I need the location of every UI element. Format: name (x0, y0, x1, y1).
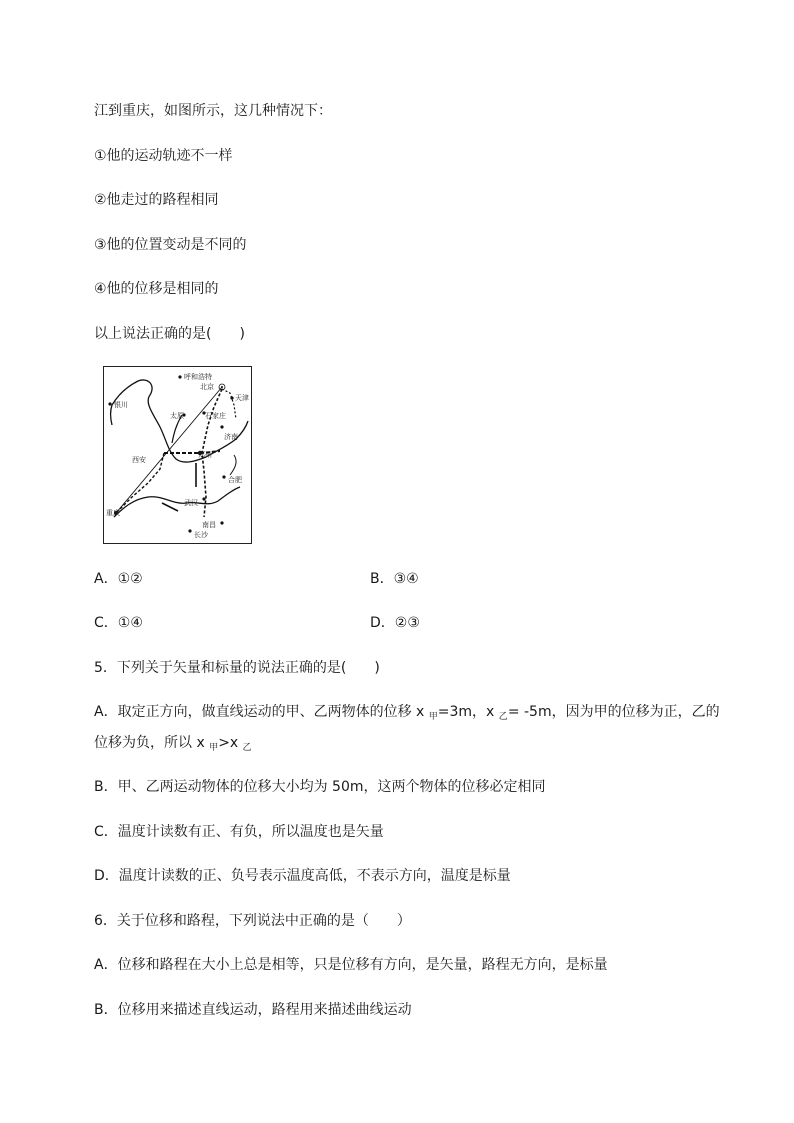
city-label-tianjin: 天津 (235, 394, 249, 402)
displacement-line (116, 387, 222, 513)
intro-line: 江到重庆，如图所示，这几种情况下： (94, 103, 332, 119)
yangtze-river (114, 487, 240, 517)
q5-a-subscript-jia: 甲 (428, 712, 438, 722)
city-label-wuhan: 武汉 (184, 499, 198, 507)
city-dot-yinchuan (108, 402, 111, 405)
q5-option-a-line2 (94, 733, 252, 758)
question-5-stem: 5．下列关于矢量和标量的说法正确的是( ) (94, 660, 380, 676)
yellow-river-upper (111, 405, 113, 425)
q5-a-text-1: A．取定正方向，做直线运动的甲、乙两物体的位移 x (94, 704, 429, 720)
statement-1: ①他的运动轨迹不一样 (94, 148, 233, 164)
city-dot-beijing-center (221, 386, 223, 388)
statement-2: ②他走过的路程相同 (94, 192, 219, 208)
route-map (103, 366, 252, 544)
city-label-changsha: 长沙 (194, 531, 208, 539)
city-label-xian: 西安 (132, 456, 146, 464)
city-dot-nanchang (220, 521, 223, 524)
q5-a2-text-2: >x (218, 735, 243, 751)
q5-option-a-line1 (94, 702, 720, 727)
city-label-shijiazhuang: 石家庄 (205, 412, 226, 420)
statement-4: ④他的位移是相同的 (94, 281, 219, 297)
q5-a-text-2: =3m，x (437, 704, 499, 720)
city-dot-tianjin (230, 396, 233, 399)
city-label-beijing: 北京 (200, 383, 214, 391)
city-dot-hohhot (178, 375, 181, 378)
q5-a2-text-1: 位移为负，所以 x (94, 735, 210, 751)
question-4-prompt: 以上说法正确的是( ) (94, 326, 245, 342)
q4-option-a: A．①② (94, 571, 143, 587)
statement-3: ③他的位置变动是不同的 (94, 237, 247, 253)
city-label-taiyuan: 太原 (170, 412, 184, 420)
city-label-nanchang: 南昌 (202, 521, 216, 529)
city-dot-changsha (188, 529, 191, 532)
q6-option-b: B．位移用来描述直线运动，路程用来描述曲线运动 (94, 1002, 412, 1018)
q5-option-b: B．甲、乙两运动物体的位移大小均为 50m，这两个物体的位移必定相同 (94, 779, 546, 795)
q6-option-a: A．位移和路程在大小上总是相等，只是位移有方向，是矢量，路程无方向，是标量 (94, 957, 608, 973)
city-dot-jinan (220, 425, 223, 428)
yellow-river (112, 380, 248, 462)
q5-a-text-3: = -5m，因为甲的位移为正，乙的 (507, 704, 720, 720)
route-map-drawing (104, 367, 251, 543)
city-label-zhengzhou: 郑州 (198, 451, 212, 459)
city-dot-wuhan (202, 497, 205, 500)
q5-option-d: D．温度计读数的正、负号表示温度高低，不表示方向，温度是标量 (94, 868, 511, 884)
city-label-yinchuan: 银川 (114, 401, 128, 409)
q4-option-d: D．②③ (370, 615, 420, 631)
city-label-hefei: 合肥 (228, 476, 242, 484)
route-arrow-2 (162, 503, 178, 511)
q5-a2-subscript-yi: 乙 (242, 743, 252, 753)
city-label-jinan: 济南 (224, 433, 238, 441)
q5-a2-subscript-jia: 甲 (209, 743, 219, 753)
q4-option-b: B．③④ (370, 571, 419, 587)
q5-a-subscript-yi: 乙 (498, 712, 508, 722)
city-label-hohhot: 呼和浩特 (184, 373, 212, 381)
city-dot-hefei (222, 475, 225, 478)
route-arrow-4 (230, 455, 236, 475)
q5-option-c: C．温度计读数有正、有负，所以温度也是矢量 (94, 824, 384, 840)
q4-option-c: C．①④ (94, 615, 143, 631)
city-label-chongqing: 重庆 (106, 509, 120, 517)
question-6-stem: 6．关于位移和路程，下列说法中正确的是（ ） (94, 913, 411, 929)
